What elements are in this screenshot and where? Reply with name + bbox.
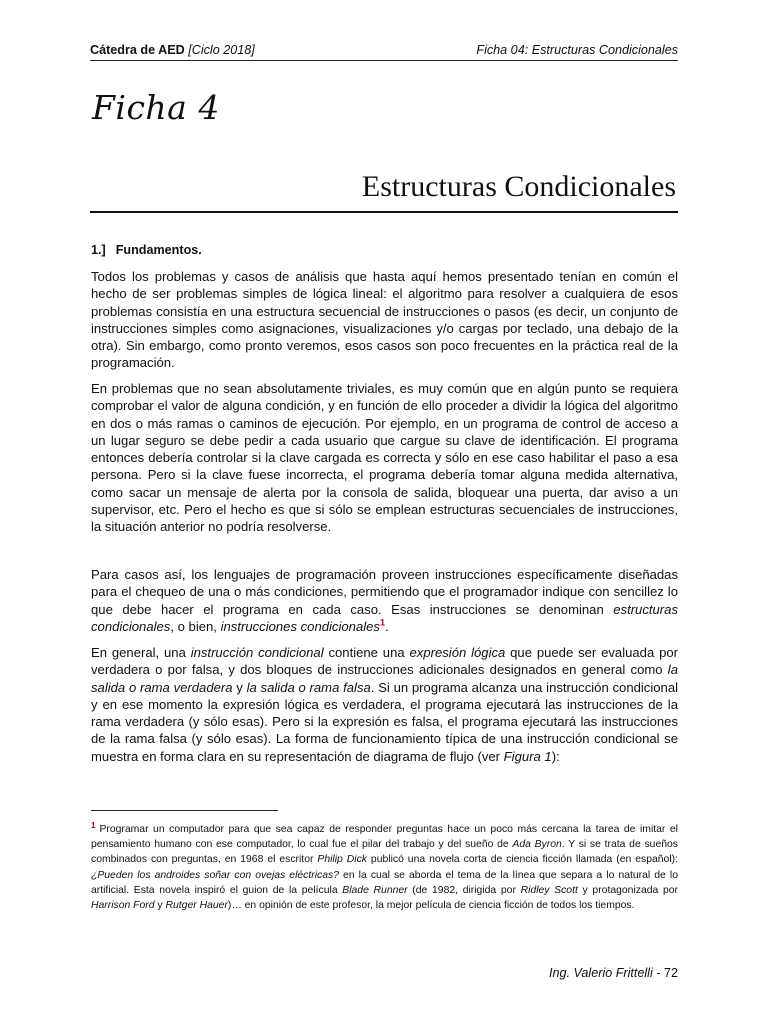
- fn-italic-5: Ridley Scott: [520, 884, 578, 896]
- p4-italic-3: la salida o rama verdadera: [91, 662, 678, 695]
- header-course: [90, 42, 255, 58]
- fn-italic-3: ¿Pueden los androides soñar con ovejas eléctricas?: [91, 869, 339, 881]
- title-rule: [90, 211, 678, 213]
- document-page: [90, 0, 678, 1024]
- section-number: 1.]: [91, 243, 106, 257]
- p4-seg-f: ):: [551, 748, 560, 764]
- paragraph-2: [91, 380, 678, 545]
- fn-seg-d: en la cual se aborda el tema de la línea que separa a lo natural de lo artificial. Esta novela inspiró el guion de la película: [91, 869, 679, 896]
- paragraph-1: [91, 268, 678, 381]
- paragraph-3-text: [91, 566, 678, 635]
- p4-seg-d: y: [232, 679, 247, 695]
- section-heading: [91, 243, 202, 257]
- fn-italic-4: Blade Runner: [342, 884, 408, 896]
- header-ficha-label: Ficha 04: Estructuras Condicionales: [476, 43, 678, 57]
- p3-italic-1: estructuras condicionales: [91, 601, 678, 634]
- p3-italic-2: instrucciones condicionales: [220, 618, 380, 634]
- paragraph-3: [91, 566, 678, 644]
- header-cycle: [Ciclo 2018]: [188, 43, 255, 57]
- header-ficha: [476, 42, 678, 58]
- p4-italic-2: expresión lógica: [409, 645, 506, 660]
- paragraph-4-text: [91, 644, 678, 765]
- footer-author: Ing. Valerio Frittelli: [548, 966, 653, 980]
- p4-seg-b: contiene una: [323, 645, 410, 660]
- page-footer: [549, 966, 678, 980]
- fn-seg-h: )… en opinión de este profesor, la mejor película de ciencia ficción de todos los tiempos.: [227, 900, 635, 912]
- footnote-rule: [91, 810, 278, 811]
- fn-italic-2: Philip Dick: [317, 854, 367, 866]
- header-rule: [90, 60, 678, 61]
- footnote-reference[interactable]: 1: [379, 617, 385, 628]
- paragraph-2-text: En problemas que no sean absolutamente triviales, es muy común que en algún punto se requiera comprobar el valor de alguna condición, y en función de ello proceder a dividir la lógica del algoritmo en dos o más ramas o caminos de ejecución. Por ejemplo, en un programa de control de acceso a un lugar seguro se debe pedir a cada usuario que cargue su clave de identificación. El programa entonces debería controlar si la clave cargada es correcta y sólo en ese caso habilitar el paso a esa persona. Pero si la clave fuese incorrecta, el programa debería tomar alguna medida alternativa, como sacar un mensaje de alerta por la consola de salida, bloquear una puerta, dar aviso a un supervisor, etc. Pero el hecho es que si sólo se emplean estructuras secuenciales de instrucciones, la situación anterior no podría resolverse.: [91, 381, 678, 535]
- paragraph-4: [91, 644, 678, 774]
- p4-seg-a: En general, una: [91, 645, 191, 660]
- p4-italic-1: instrucción condicional: [190, 645, 324, 660]
- fn-italic-7: Rutger Hauer: [165, 900, 228, 912]
- fn-italic-1: Ada Byron: [512, 839, 562, 851]
- p3-seg-b: , o bien,: [170, 618, 221, 634]
- p3-seg-c: .: [385, 618, 389, 634]
- fn-seg-c: publicó una novela corta de ciencia ficción llamada (en español):: [366, 854, 678, 866]
- page-number: 72: [663, 966, 678, 980]
- fn-seg-a: Programar un computador para que sea capaz de responder preguntas hace un poco más cercana la tarea de imitar el pensamiento humano con ese computador, lo cual fue el pilar del trabajo y del sueño de: [91, 824, 678, 851]
- p3-seg-a: Para casos así, los lenguajes de programación proveen instrucciones específicamente diseñadas para el chequeo de una o más condiciones, permitiendo que el programador indique con sencillez lo que debe hacer el programa en cada caso. Esas instrucciones se denominan: [91, 567, 678, 617]
- ficha-title: Ficha 4: [92, 88, 220, 127]
- fn-seg-e: (de 1982, dirigida por: [407, 884, 521, 896]
- footnote-mark: 1: [91, 820, 96, 830]
- paragraph-1-text: Todos los problemas y casos de análisis que hasta aquí hemos presentado tenían en común el hecho de ser problemas simples de lógica lineal: el algoritmo para resolver a cualquiera de esos problemas consistía en una estructura secuencial de instrucciones o pasos (es decir, un conjunto de instrucciones simples como asignaciones, visualizaciones y/o cargas por teclado, una debajo de la otra). Sin embargo, como pronto veremos, esos casos son poco frecuentes en la práctica real de la programación.: [91, 269, 678, 371]
- fn-italic-6: Harrison Ford: [91, 900, 155, 912]
- section-heading-text: Fundamentos.: [115, 243, 202, 257]
- p4-italic-4: la salida o rama falsa: [246, 679, 371, 695]
- p4-seg-c: que puede ser evaluada por verdadera o por falsa, y dos bloques de instrucciones adicionales designados en general como: [91, 645, 679, 678]
- figure-reference: Figura 1: [503, 748, 552, 764]
- footer-separator: -: [652, 966, 664, 980]
- running-header: [90, 42, 678, 58]
- footnote: [91, 822, 678, 913]
- chapter-title: Estructuras Condicionales: [361, 170, 676, 203]
- p4-seg-e: . Si un programa alcanza una instrucción condicional y en ese momento la expresión lógica es verdadera, el programa ejecutará las instrucciones de la rama verdadera (y sólo esas). Pero si la expresión es falsa, el programa ejecutará las instrucciones de la rama falsa (y sólo esas). La forma de funcionamiento típica de una instrucción condicional se muestra en forma clara en su representación de diagrama de flujo (ver: [91, 679, 679, 764]
- header-course-name: Cátedra de AED: [90, 43, 185, 57]
- fn-seg-g: y: [154, 900, 166, 912]
- fn-seg-f: y protagonizada por: [577, 884, 678, 896]
- fn-seg-b: . Y si se trata de sueños combinados con preguntas, en 1968 el escritor: [91, 839, 678, 866]
